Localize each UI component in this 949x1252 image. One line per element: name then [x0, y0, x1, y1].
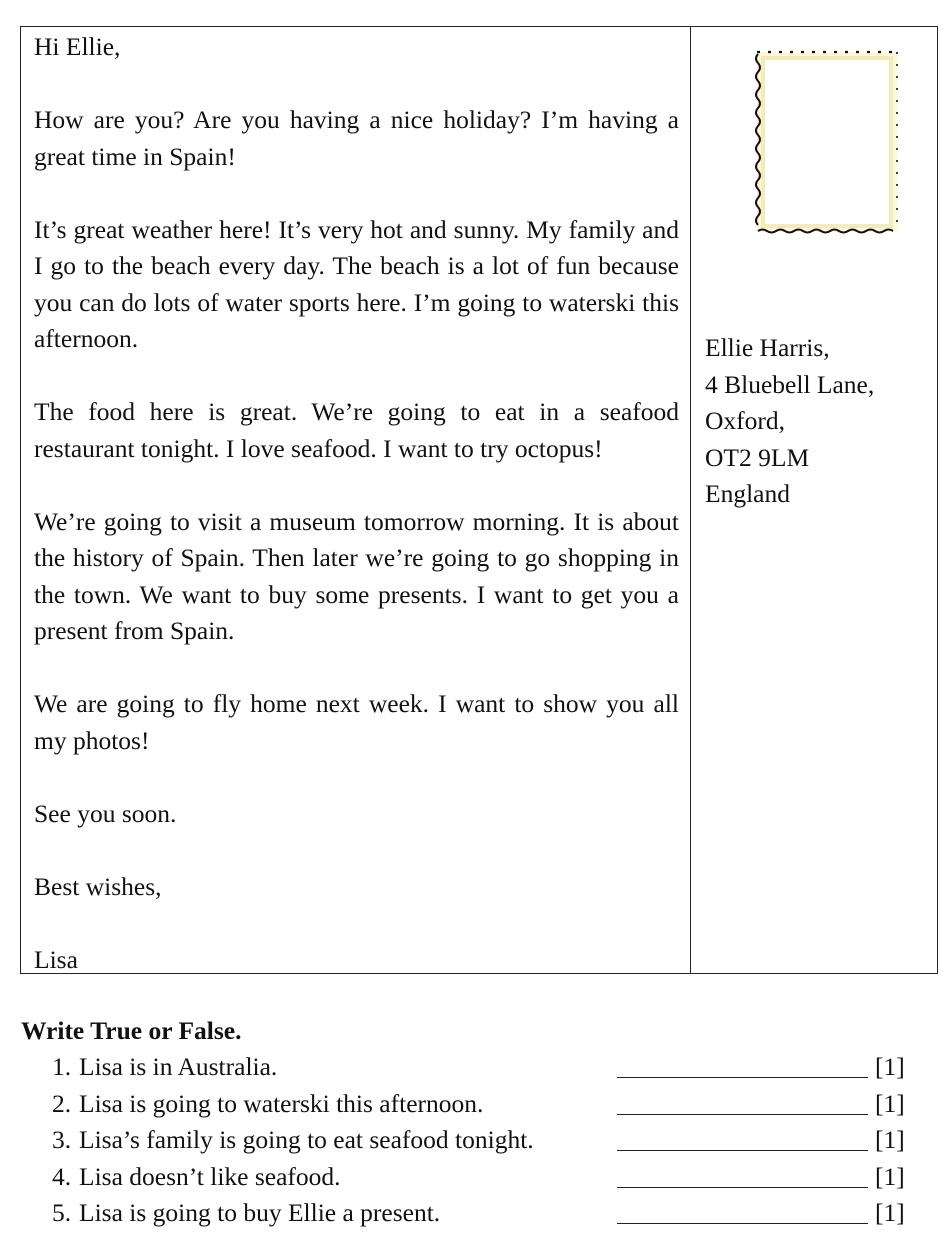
question-mark: [1]	[875, 1125, 905, 1154]
question-text: Lisa is going to waterski this afternoon.	[79, 1089, 484, 1118]
question-text: Lisa doesn’t like seafood.	[79, 1162, 341, 1191]
question-number: 3.	[52, 1125, 72, 1154]
question-row	[52, 1195, 912, 1231]
address-line: England	[705, 479, 790, 508]
letter-signature: Lisa	[34, 944, 78, 974]
question-row	[52, 1122, 912, 1158]
question-text: Lisa’s family is going to eat seafood tonight.	[79, 1125, 534, 1154]
address-line: OT2 9LM	[705, 442, 810, 472]
postcard	[20, 26, 938, 974]
question-mark: [1]	[875, 1052, 905, 1081]
question-number: 5.	[52, 1198, 72, 1227]
letter-paragraph: How are you? Are you having a nice holiday? I’m having a great time in Spain!	[34, 105, 679, 171]
answer-blank[interactable]	[617, 1114, 868, 1115]
question-row	[52, 1086, 912, 1122]
quiz-title: Write True or False.	[21, 1016, 242, 1045]
question-text: Lisa is in Australia.	[79, 1052, 278, 1081]
letter-paragraph: The food here is great. We’re going to eat in a seafood restaurant tonight. I love seafood. I want to try octopus!	[34, 397, 679, 463]
answer-blank[interactable]	[617, 1077, 868, 1078]
letter-closing: See you soon.	[34, 798, 177, 828]
question-number: 2.	[52, 1089, 72, 1118]
question-row	[52, 1159, 912, 1195]
question-number: 1.	[52, 1052, 72, 1081]
letter-sign-off: Best wishes,	[34, 871, 162, 901]
letter-paragraph: We’re going to visit a museum tomorrow morning. It is about the history of Spain. Then later we’re going to go shopping in the town. We want to buy some presents. I want to get you a present from Spain.	[34, 506, 679, 645]
recipient-address	[705, 330, 874, 513]
letter-paragraph: We are going to fly home next week. I want to show you all my photos!	[34, 689, 679, 755]
address-line: Oxford,	[705, 406, 786, 435]
answer-blank[interactable]	[617, 1150, 868, 1151]
letter-paragraph: It’s great weather here! It’s very hot and sunny. My family and I go to the beach every day. The beach is a lot of fun because you can do lots of water sports here. I’m going to waterski this afternoon.	[34, 214, 679, 353]
question-number: 4.	[52, 1162, 72, 1191]
question-row	[52, 1049, 912, 1085]
question-mark: [1]	[875, 1089, 905, 1118]
question-mark: [1]	[875, 1162, 905, 1191]
address-line: Ellie Harris,	[705, 333, 830, 362]
answer-blank[interactable]	[617, 1223, 868, 1224]
question-mark: [1]	[875, 1198, 905, 1227]
stamp-icon	[754, 49, 900, 235]
question-text: Lisa is going to buy Ellie a present.	[79, 1198, 441, 1227]
answer-blank[interactable]	[617, 1187, 868, 1188]
letter-body	[34, 29, 679, 978]
postcard-divider	[690, 27, 691, 973]
letter-greeting: Hi Ellie,	[34, 32, 121, 61]
address-line: 4 Bluebell Lane,	[705, 369, 875, 399]
